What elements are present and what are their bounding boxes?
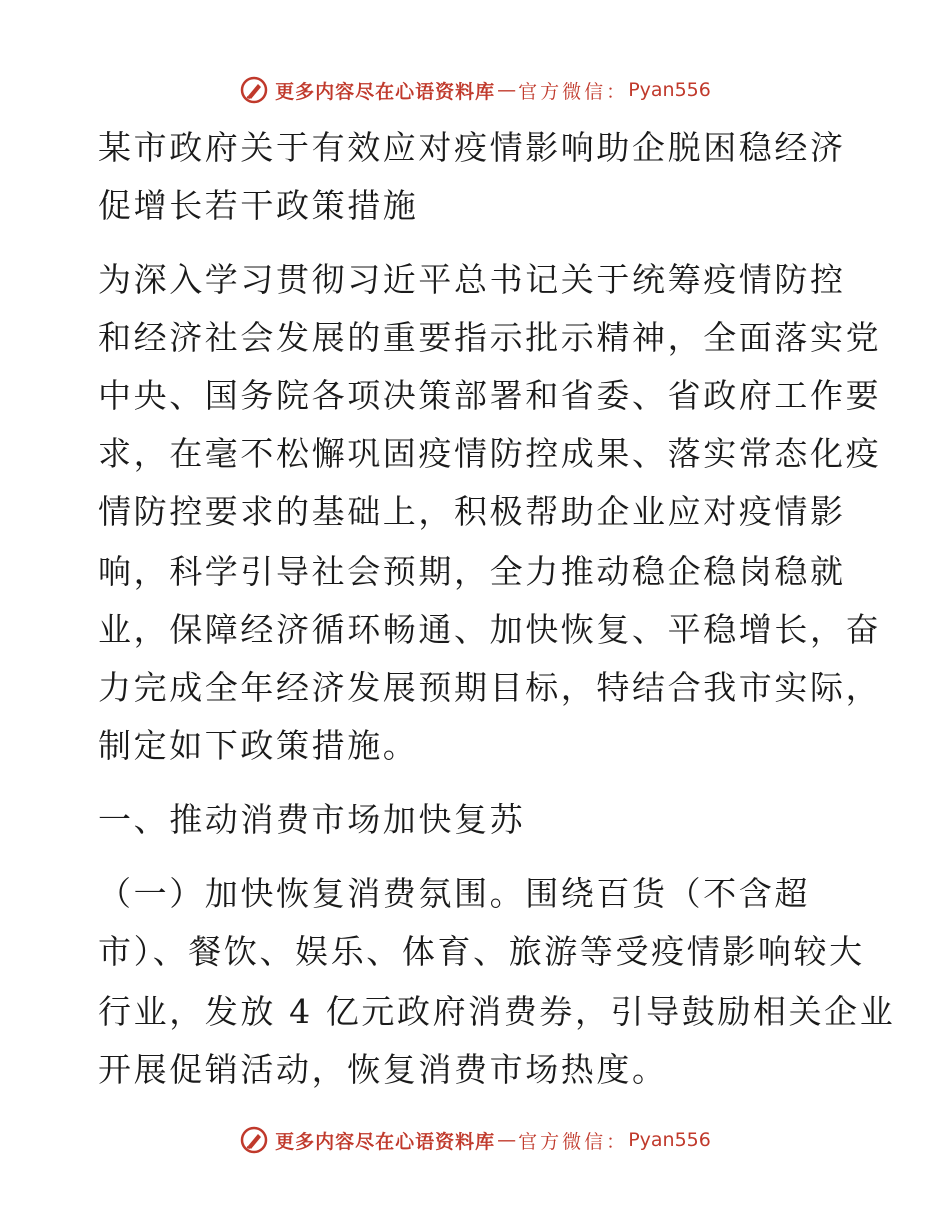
banner-text: 更多内容尽在心语资料库 bbox=[275, 1130, 496, 1153]
paragraph-line: 业，保障经济循环畅通、加快恢复、平稳增长，奋 bbox=[98, 610, 882, 649]
banner-dash: — bbox=[497, 79, 517, 101]
paragraph-line: 情防控要求的基础上，积极帮助企业应对疫情影 bbox=[98, 492, 846, 531]
section-heading: 一、推动消费市场加快复苏 bbox=[98, 800, 526, 839]
paragraph-line: （一）加快恢复消费氛围。围绕百货（不含超 bbox=[98, 874, 810, 913]
title-line: 促增长若干政策措施 bbox=[98, 186, 419, 225]
banner-label: 官方微信： bbox=[518, 80, 629, 103]
paragraph-line: 和经济社会发展的重要指示批示精神，全面落实党 bbox=[98, 318, 882, 357]
paragraph-line: 为深入学习贯彻习近平总书记关于统筹疫情防控 bbox=[98, 260, 846, 299]
pen-logo-icon bbox=[239, 1125, 269, 1155]
pen-logo-icon bbox=[239, 75, 269, 105]
banner-dash: — bbox=[497, 1129, 517, 1151]
paragraph-line: 制定如下政策措施。 bbox=[98, 726, 419, 765]
banner-label: 官方微信： bbox=[518, 1130, 629, 1153]
paragraph-line: 求，在毫不松懈巩固疫情防控成果、落实常态化疫 bbox=[98, 434, 882, 473]
header-watermark-banner bbox=[0, 70, 950, 110]
paragraph-line: 中央、国务院各项决策部署和省委、省政府工作要 bbox=[98, 376, 882, 415]
banner-text: 更多内容尽在心语资料库 bbox=[275, 80, 496, 103]
paragraph-line: 开展促销活动，恢复消费市场热度。 bbox=[98, 1050, 668, 1089]
banner-wechat-id: Pyan556 bbox=[628, 79, 711, 101]
paragraph-line: 市）、餐饮、娱乐、体育、旅游等受疫情影响较大 bbox=[98, 932, 865, 971]
paragraph-line: 力完成全年经济发展预期目标，特结合我市实际， bbox=[98, 668, 882, 707]
paragraph-line: 响，科学引导社会预期，全力推动稳企稳岗稳就 bbox=[98, 552, 846, 591]
footer-watermark-banner bbox=[0, 1120, 950, 1160]
paragraph-line: 行业，发放 4 亿元政府消费券，引导鼓励相关企业 bbox=[98, 992, 896, 1031]
title-line: 某市政府关于有效应对疫情影响助企脱困稳经济 bbox=[98, 128, 846, 167]
banner-wechat-id: Pyan556 bbox=[628, 1129, 711, 1151]
